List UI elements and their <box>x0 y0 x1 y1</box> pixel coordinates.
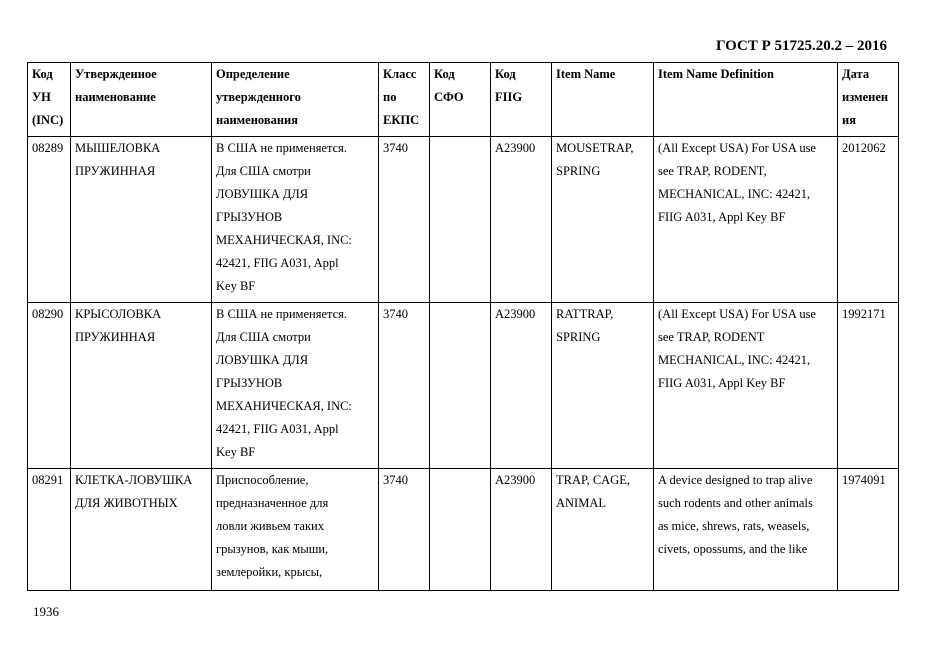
data-table <box>27 62 899 591</box>
header-fiig-code <box>491 63 552 137</box>
cell-class-ekps <box>379 137 430 303</box>
cell-line: грызунов, как мыши, <box>216 542 329 556</box>
cell-line: civets, opossums, and the like <box>658 542 808 556</box>
header-line: ия <box>842 113 856 127</box>
cell-inc <box>28 137 71 303</box>
cell-line: ПРУЖИННАЯ <box>75 330 156 344</box>
cell-approved-name <box>71 303 212 469</box>
cell-line: see TRAP, RODENT <box>658 330 765 344</box>
cell-class-ekps <box>379 469 430 591</box>
header-line: Дата <box>842 67 870 81</box>
header-line: Код <box>32 67 53 81</box>
header-line: Код <box>495 67 516 81</box>
cell-line: A device designed to trap alive <box>658 473 813 487</box>
cell-line: МЕХАНИЧЕСКАЯ, INC: <box>216 399 352 413</box>
cell-approved-name <box>71 137 212 303</box>
cell-line: ГРЫЗУНОВ <box>216 376 283 390</box>
cell-line: A23900 <box>495 307 536 321</box>
cell-fiig-code <box>491 303 552 469</box>
cell-line: ДЛЯ ЖИВОТНЫХ <box>75 496 178 510</box>
cell-line: В США не применяется. <box>216 307 348 321</box>
cell-fiig-code <box>491 469 552 591</box>
table-body <box>28 137 899 591</box>
header-line: (INC) <box>32 113 64 127</box>
cell-item-name <box>552 469 654 591</box>
cell-line: 3740 <box>383 473 408 487</box>
cell-fiig-code <box>491 137 552 303</box>
cell-line: 08289 <box>32 141 64 155</box>
cell-line: землеройки, крысы, <box>216 565 323 579</box>
cell-line: SPRING <box>556 164 601 178</box>
header-sfo-code <box>430 63 491 137</box>
header-inc <box>28 63 71 137</box>
cell-item-name-definition <box>654 137 838 303</box>
cell-line: 1992171 <box>842 307 886 321</box>
cell-line: as mice, shrews, rats, weasels, <box>658 519 810 533</box>
cell-line: МЕХАНИЧЕСКАЯ, INC: <box>216 233 352 247</box>
header-line: утвержденного <box>216 90 301 104</box>
cell-line: Key BF <box>216 279 256 293</box>
cell-line: FIIG A031, Appl Key BF <box>658 210 786 224</box>
cell-inc <box>28 469 71 591</box>
cell-line: TRAP, CAGE, <box>556 473 630 487</box>
header-line: СФО <box>434 90 464 104</box>
cell-item-name <box>552 303 654 469</box>
cell-line: MECHANICAL, INC: 42421, <box>658 187 811 201</box>
header-line: Item Name <box>556 67 616 81</box>
cell-line: 3740 <box>383 141 408 155</box>
cell-line: В США не применяется. <box>216 141 348 155</box>
cell-definition <box>212 137 379 303</box>
cell-line: 3740 <box>383 307 408 321</box>
header-line: наименования <box>216 113 299 127</box>
cell-line: ANIMAL <box>556 496 606 510</box>
header-line: Код <box>434 67 455 81</box>
cell-line: MECHANICAL, INC: 42421, <box>658 353 811 367</box>
cell-line: ПРУЖИННАЯ <box>75 164 156 178</box>
header-line: FIIG <box>495 90 523 104</box>
cell-class-ekps <box>379 303 430 469</box>
cell-line: МЫШЕЛОВКА <box>75 141 161 155</box>
cell-sfo-code <box>430 469 491 591</box>
cell-line: предназначенное для <box>216 496 329 510</box>
cell-line: 42421, FIIG A031, Appl <box>216 256 339 270</box>
cell-definition <box>212 303 379 469</box>
header-line: Класс <box>383 67 417 81</box>
table-row <box>28 303 899 469</box>
cell-line: see TRAP, RODENT, <box>658 164 767 178</box>
cell-line: 1974091 <box>842 473 886 487</box>
cell-line: A23900 <box>495 141 536 155</box>
header-class-ekps <box>379 63 430 137</box>
header-item-name <box>552 63 654 137</box>
header-line: по <box>383 90 397 104</box>
cell-line: ГРЫЗУНОВ <box>216 210 283 224</box>
cell-line: КРЫСОЛОВКА <box>75 307 162 321</box>
cell-item-name <box>552 137 654 303</box>
cell-line: КЛЕТКА-ЛОВУШКА <box>75 473 193 487</box>
cell-line: 08291 <box>32 473 64 487</box>
cell-line: 08290 <box>32 307 64 321</box>
cell-line: ЛОВУШКА ДЛЯ <box>216 187 309 201</box>
header-line: наименование <box>75 90 156 104</box>
cell-line: ЛОВУШКА ДЛЯ <box>216 353 309 367</box>
cell-line: (All Except USA) For USA use <box>658 307 816 321</box>
cell-line: RATTRAP, <box>556 307 614 321</box>
standard-header: ГОСТ Р 51725.20.2 – 2016 <box>715 38 887 54</box>
table-row <box>28 469 899 591</box>
cell-line: SPRING <box>556 330 601 344</box>
cell-line: A23900 <box>495 473 536 487</box>
header-approved-name <box>71 63 212 137</box>
header-line: изменен <box>842 90 889 104</box>
cell-item-name-definition <box>654 303 838 469</box>
header-line: Item Name Definition <box>658 67 774 81</box>
cell-line: 2012062 <box>842 141 886 155</box>
cell-item-name-definition <box>654 469 838 591</box>
cell-inc <box>28 303 71 469</box>
cell-line: Для США смотри <box>216 330 311 344</box>
cell-approved-name <box>71 469 212 591</box>
cell-line: (All Except USA) For USA use <box>658 141 816 155</box>
cell-line: Key BF <box>216 445 256 459</box>
table-header-row <box>28 63 899 137</box>
header-line: Определение <box>216 67 290 81</box>
header-line: ЕКПС <box>383 113 420 127</box>
page-number: 1936 <box>33 604 59 619</box>
header-definition <box>212 63 379 137</box>
cell-sfo-code <box>430 137 491 303</box>
cell-line: ловли живьем таких <box>216 519 324 533</box>
cell-line: FIIG A031, Appl Key BF <box>658 376 786 390</box>
cell-change-date <box>838 303 899 469</box>
cell-line: MOUSETRAP, <box>556 141 634 155</box>
header-change-date <box>838 63 899 137</box>
header-line: Утвержденное <box>75 67 157 81</box>
header-item-name-definition <box>654 63 838 137</box>
cell-line: Приспособление, <box>216 473 309 487</box>
cell-line: such rodents and other animals <box>658 496 813 510</box>
header-line: УН <box>32 90 51 104</box>
cell-sfo-code <box>430 303 491 469</box>
cell-line: 42421, FIIG A031, Appl <box>216 422 339 436</box>
cell-line: Для США смотри <box>216 164 311 178</box>
cell-change-date <box>838 137 899 303</box>
table-row <box>28 137 899 303</box>
cell-definition <box>212 469 379 591</box>
cell-change-date <box>838 469 899 591</box>
